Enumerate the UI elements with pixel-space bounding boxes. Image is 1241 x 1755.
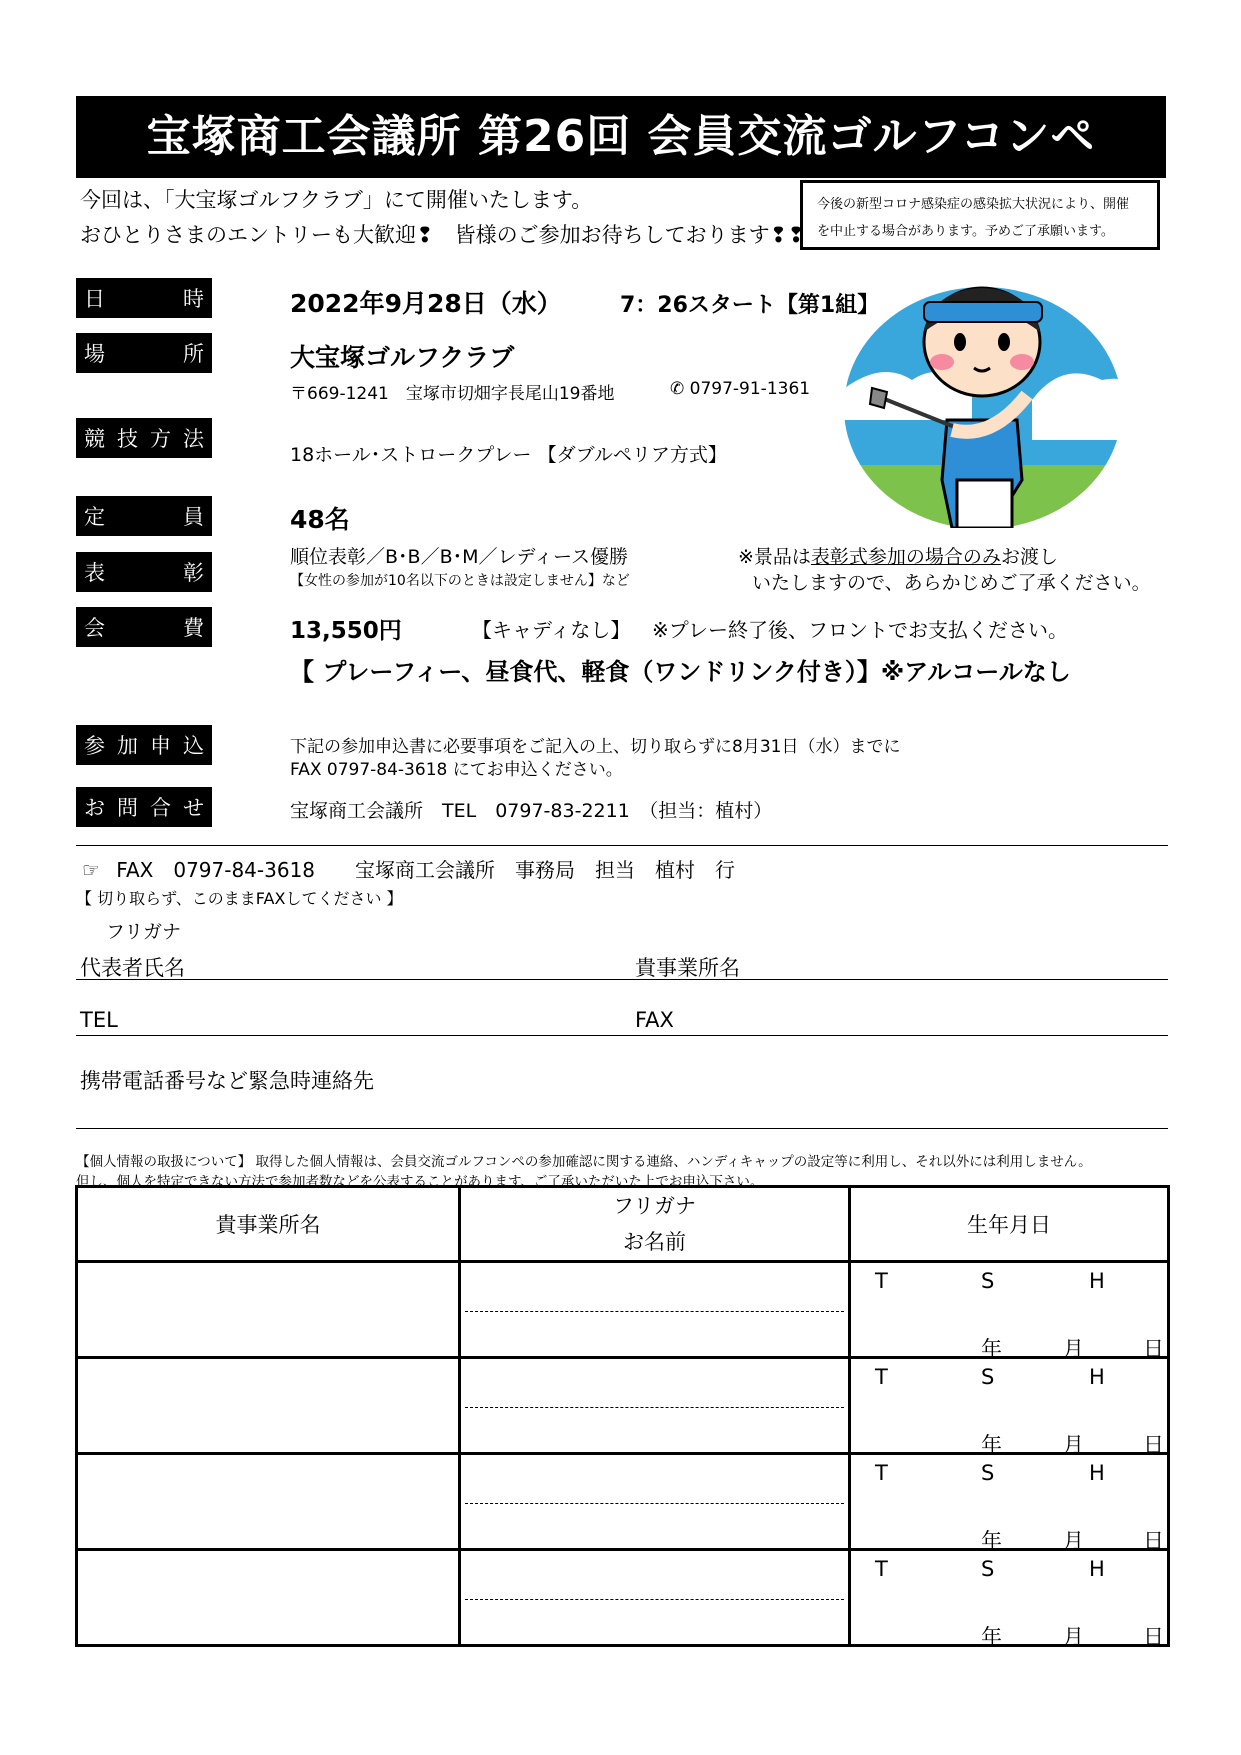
- competition-method: 18ホール･ストロークプレー 【ダブルペリア方式】: [290, 444, 727, 466]
- contact-text: 宝塚商工会議所 TEL 0797-83-2211 （担当：植村）: [290, 800, 773, 822]
- rep-name-label: 代表者氏名: [80, 956, 185, 980]
- registration-table: [75, 1185, 1170, 1647]
- intro-line-1: 今回は、「大宝塚ゴルフクラブ」にて開催いたします。: [80, 188, 593, 212]
- privacy-line-2: 但し、個人を特定できない方法で参加者数などを公表することがあります、ご了承いただいた上でお申込下さい。: [76, 1174, 764, 1190]
- tel-label: TEL: [80, 1008, 118, 1032]
- label-contact: お 問 合 せ: [76, 787, 212, 827]
- label-award: 表 彰: [76, 552, 212, 592]
- pointing-hand-icon: ☞: [82, 858, 100, 882]
- table-header-row: [77, 1187, 1169, 1262]
- th-name: フリガナ お名前: [460, 1187, 850, 1262]
- form-line-1: [76, 979, 1168, 980]
- birthdate-cell[interactable]: T S H 年 月 日: [850, 1550, 1169, 1646]
- table-row: [77, 1262, 1169, 1358]
- notice-line-2: を中止する場合があります。予めご了承願います。: [817, 224, 1114, 239]
- apply-line-2: FAX 0797-84-3618 にてお申込ください。: [290, 760, 623, 780]
- birthdate-cell[interactable]: T S H 年 月 日: [850, 1262, 1169, 1358]
- emergency-label: 携帯電話番号など緊急時連絡先: [80, 1069, 374, 1093]
- award-note-2: いたしますので、あらかじめご了承ください。: [752, 572, 1151, 594]
- fax-label: FAX: [635, 1008, 674, 1032]
- name-cell[interactable]: [460, 1262, 850, 1358]
- page-title: 宝塚商工会議所 第26回 会員交流ゴルフコンペ: [76, 96, 1166, 178]
- table-row: [77, 1550, 1169, 1646]
- label-place: 場 所: [76, 333, 212, 373]
- table-row: [77, 1358, 1169, 1454]
- company-cell[interactable]: [77, 1550, 460, 1646]
- name-cell[interactable]: [460, 1454, 850, 1550]
- birthdate-cell[interactable]: T S H 年 月 日: [850, 1358, 1169, 1454]
- company-cell[interactable]: [77, 1262, 460, 1358]
- form-line-3: [76, 1128, 1168, 1129]
- fax-note: 【 切り取らず、このままFAXしてください 】: [76, 889, 403, 908]
- privacy-line-1: 【個人情報の取扱について】 取得した個人情報は、会員交流ゴルフコンペの参加確認に関する連絡、ハンディキャップの設定等に利用し、それ以外には利用しません。: [76, 1154, 1092, 1170]
- fee-caddie: 【キャディなし】: [472, 618, 631, 642]
- th-company: 貴事業所名: [77, 1187, 460, 1262]
- venue-address: 〒669-1241 宝塚市切畑字長尾山19番地: [290, 384, 615, 404]
- covid-notice-box: [800, 180, 1160, 250]
- phone-icon: ✆: [670, 379, 685, 399]
- fee-includes: 【 プレーフィー、昼食代、軽食（ワンドリンク付き）】※アルコールなし: [290, 658, 1071, 686]
- award-note-1: ※景品は表彰式参加の場合のみお渡し: [738, 546, 1058, 568]
- company-label: 貴事業所名: [635, 956, 740, 980]
- label-fee: 会 費: [76, 607, 212, 647]
- event-date: 2022年9月28日（水）: [290, 289, 562, 318]
- th-birthdate: 生年月日: [850, 1187, 1169, 1262]
- award-line-1: 順位表彰／B･B／B･M／レディース優勝: [290, 546, 629, 568]
- label-apply: 参 加 申 込: [76, 725, 212, 765]
- table-row: [77, 1454, 1169, 1550]
- apply-line-1: 下記の参加申込書に必要事項をご記入の上、切り取らずに8月31日（水）までに: [290, 737, 901, 757]
- event-start: 7：26スタート【第1組】: [620, 293, 880, 318]
- golfer-illustration: [842, 280, 1124, 528]
- venue-phone: ✆ 0797-91-1361: [670, 379, 811, 399]
- fax-header: ☞ FAX 0797-84-3618 宝塚商工会議所 事務局 担当 植村 行: [82, 858, 736, 882]
- furigana-label: フリガナ: [106, 921, 182, 943]
- label-capacity: 定 員: [76, 496, 212, 536]
- award-line-2: 【女性の参加が10名以下のときは設定しません】など: [290, 573, 630, 589]
- birthdate-cell[interactable]: T S H 年 月 日: [850, 1454, 1169, 1550]
- fee-amount: 13,550円: [290, 618, 402, 644]
- company-cell[interactable]: [77, 1358, 460, 1454]
- label-datetime: 日 時: [76, 278, 212, 318]
- fee-payment: ※プレー終了後、フロントでお支払ください。: [652, 618, 1068, 642]
- capacity-value: 48名: [290, 505, 350, 534]
- venue-name: 大宝塚ゴルフクラブ: [290, 343, 515, 372]
- form-line-2: [76, 1035, 1168, 1036]
- name-cell[interactable]: [460, 1550, 850, 1646]
- notice-line-1: 今後の新型コロナ感染症の感染拡大状況により、開催: [817, 197, 1130, 212]
- intro-line-2: おひとりさまのエントリーも大歓迎❢ 皆様のご参加お待ちしております❢❢: [80, 223, 805, 247]
- company-cell[interactable]: [77, 1454, 460, 1550]
- cut-line: [76, 845, 1168, 846]
- name-cell[interactable]: [460, 1358, 850, 1454]
- label-method: 競 技 方 法: [76, 418, 212, 458]
